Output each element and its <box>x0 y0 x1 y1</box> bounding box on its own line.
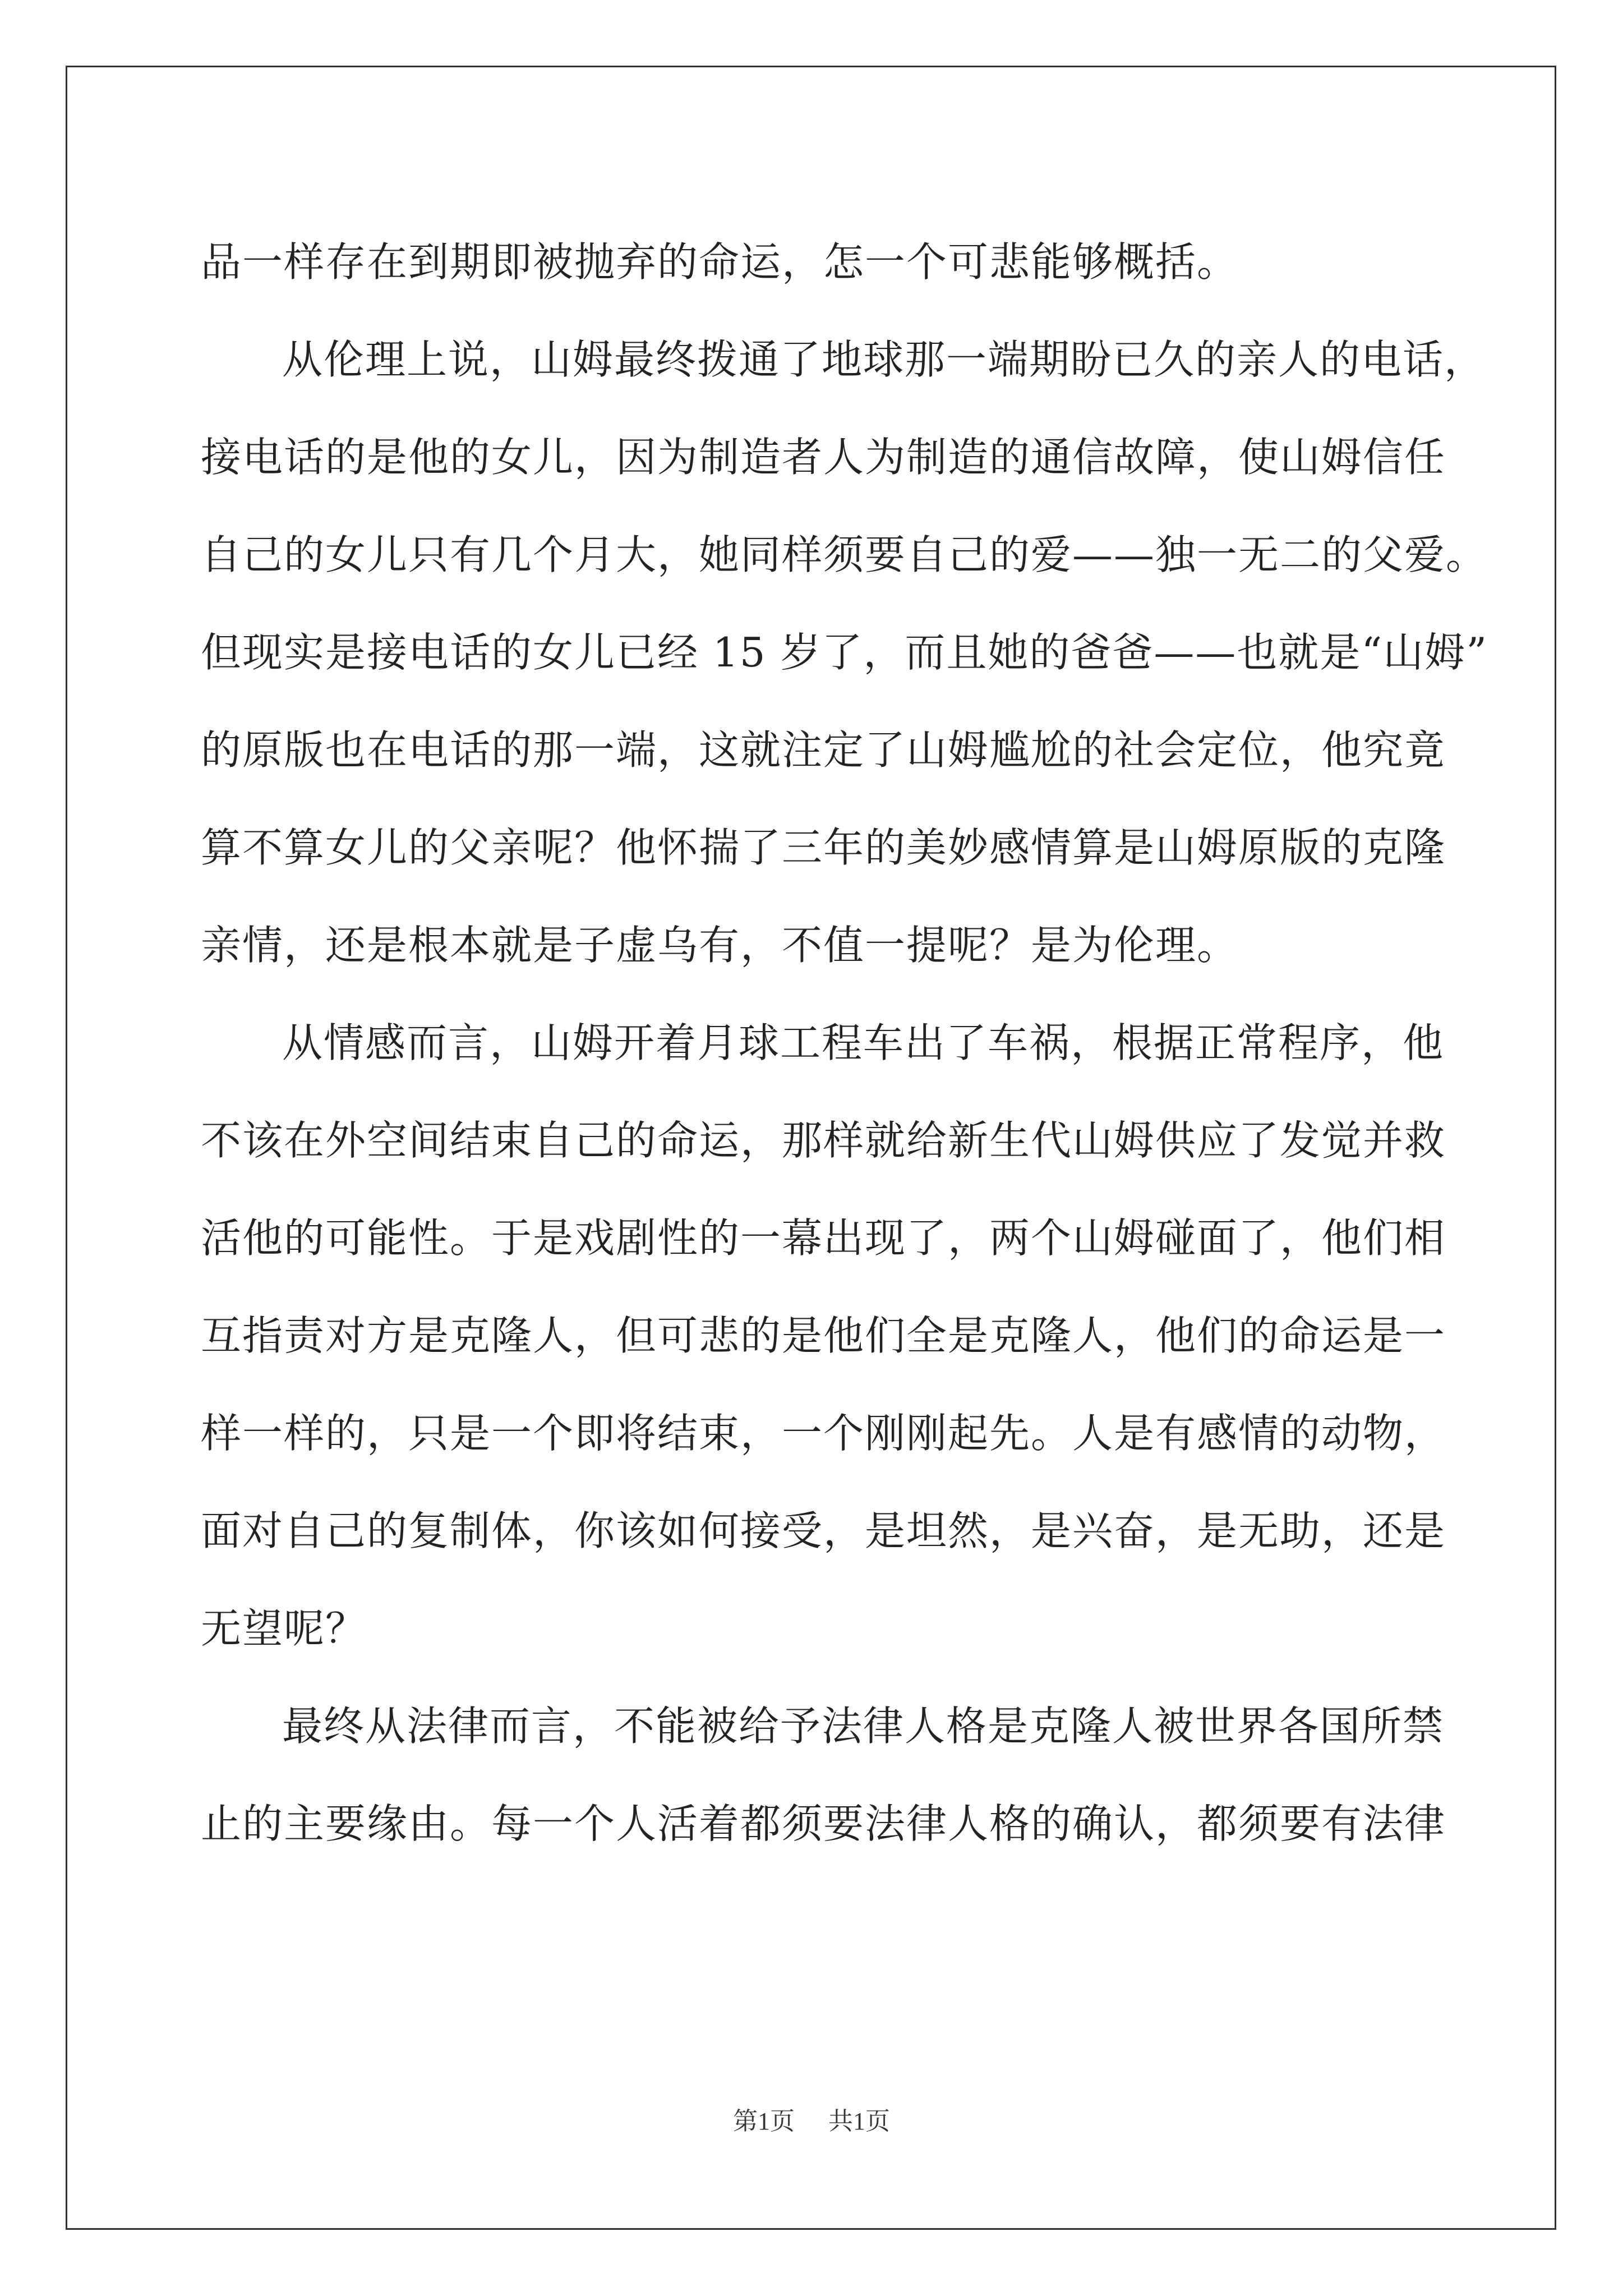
text-line: 自己的女儿只有几个月大，她同样须要自己的爱——独一无二的父爱。 <box>201 531 1488 578</box>
text-line: 品一样存在到期即被抛弃的命运，怎一个可悲能够概括。 <box>201 238 1239 286</box>
text-line: 无望呢？ <box>201 1605 367 1652</box>
document-body <box>201 213 1488 1872</box>
text-line: 亲情，还是根本就是子虚乌有，不值一提呢？是为伦理。 <box>201 922 1239 969</box>
text-line: 样一样的，只是一个即将结束，一个刚刚起先。人是有感情的动物， <box>201 1410 1446 1457</box>
text-line: 活他的可能性。于是戏剧性的一幕出现了，两个山姆碰面了，他们相 <box>201 1214 1446 1262</box>
text-line: 不该在外空间结束自己的命运，那样就给新生代山姆供应了发觉并救 <box>201 1117 1446 1164</box>
text-line: 从伦理上说，山姆最终拨通了地球那一端期盼已久的亲人的电话， <box>282 336 1486 383</box>
text-line: 最终从法律而言，不能被给予法律人格是克隆人被世界各国所禁 <box>282 1703 1445 1750</box>
page-footer <box>0 2101 1623 2137</box>
text-line: 互指责对方是克隆人，但可悲的是他们全是克隆人，他们的命运是一 <box>201 1312 1446 1359</box>
text-line: 面对自己的复制体，你该如何接受，是坦然，是兴奋，是无助，还是 <box>201 1507 1446 1554</box>
text-line: 但现实是接电话的女儿已经 15 岁了，而且她的爸爸——也就是“山姆” <box>201 629 1488 676</box>
page-number-total: 共1页 <box>828 2108 890 2135</box>
text-line: 算不算女儿的父亲呢？他怀揣了三年的美妙感情算是山姆原版的克隆 <box>201 824 1446 871</box>
text-line: 止的主要缘由。每一个人活着都须要法律人格的确认，都须要有法律 <box>201 1800 1446 1847</box>
page-number-current: 第1页 <box>733 2108 795 2135</box>
text-line: 接电话的是他的女儿，因为制造者人为制造的通信故障，使山姆信任 <box>201 434 1446 481</box>
text-line: 的原版也在电话的那一端，这就注定了山姆尴尬的社会定位，他究竟 <box>201 726 1446 774</box>
text-line: 从情感而言，山姆开着月球工程车出了车祸，根据正常程序，他 <box>282 1019 1445 1066</box>
